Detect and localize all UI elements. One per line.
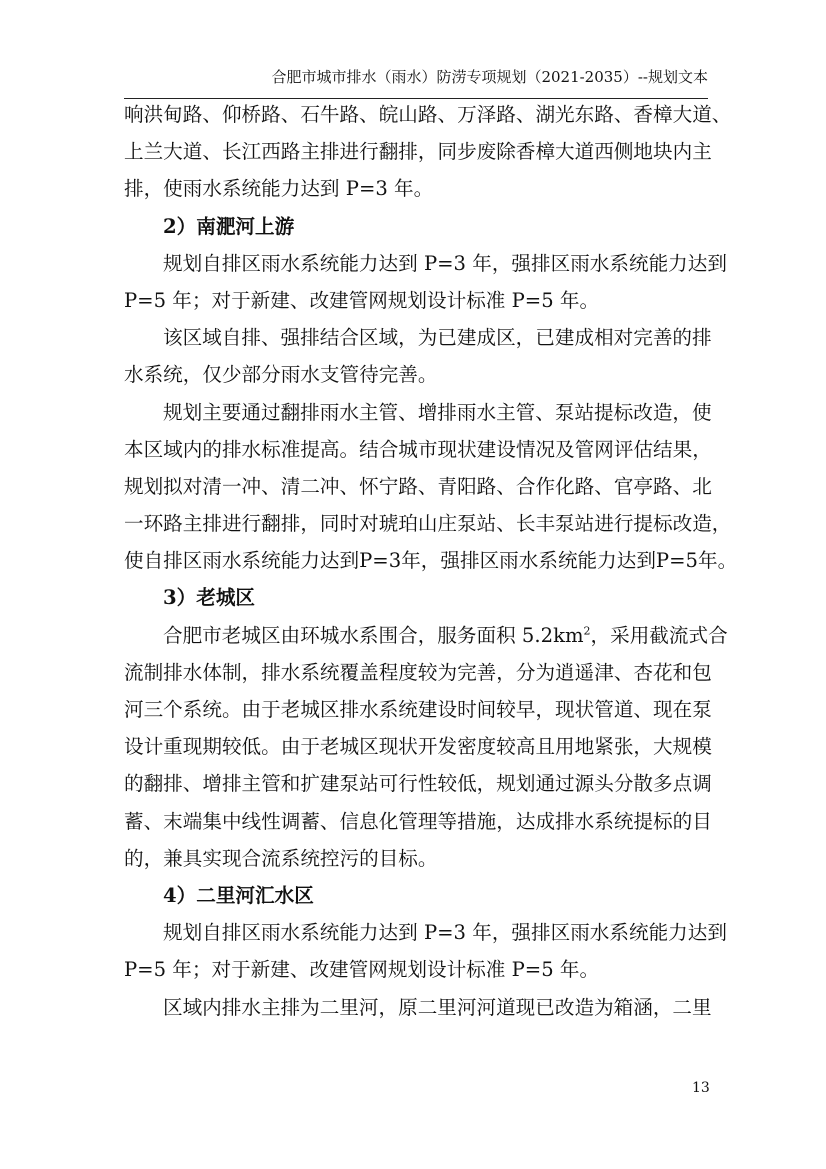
text-line: 水系统，仅少部分雨水支管待完善。 bbox=[124, 363, 438, 387]
text-line: 排，使雨水系统能力达到 P=3 年。 bbox=[124, 177, 434, 201]
document-body bbox=[124, 96, 738, 1026]
page-header bbox=[124, 62, 708, 99]
text-line: 的，兼具实现合流系统控污的目标。 bbox=[124, 846, 438, 870]
text-line: 一环路主排进行翻排，同时对琥珀山庄泵站、长丰泵站进行提标改造， bbox=[124, 512, 732, 536]
text-fragment: 合肥市老城区由环城水系围合，服务面积 5.2km bbox=[163, 623, 584, 647]
text-line: 河三个系统。由于老城区排水系统建设时间较早，现状管道、现在泵 bbox=[124, 698, 712, 721]
text-line: 设计重现期较低。由于老城区现状开发密度较高且用地紧张，大规模 bbox=[124, 735, 712, 759]
text-line: 规划自排区雨水系统能力达到 P=3 年，强排区雨水系统能力达到 bbox=[163, 251, 727, 275]
text-line: 响洪甸路、仰桥路、石牛路、皖山路、万泽路、湖光东路、香樟大道、 bbox=[124, 103, 732, 126]
text-line: 蓄、末端集中线性调蓄、信息化管理等措施，达成排水系统提标的目 bbox=[124, 809, 712, 833]
text-line: P=5 年；对于新建、改建管网规划设计标准 P=5 年。 bbox=[124, 288, 600, 312]
text-line bbox=[124, 617, 728, 654]
text-line: 本区域内的排水标准提高。结合城市现状建设情况及管网评估结果， bbox=[124, 437, 712, 461]
text-line: 的翻排、增排主管和扩建泵站可行性较低，规划通过源头分散多点调 bbox=[124, 772, 712, 796]
text-line: 使自排区雨水系统能力达到P=3年，强排区雨水系统能力达到P=5年。 bbox=[124, 549, 738, 573]
text-line: 上兰大道、长江西路主排进行翻排，同步废除香樟大道西侧地块内主 bbox=[124, 140, 712, 164]
text-line: 该区域自排、强排结合区域，为已建成区，已建成相对完善的排 bbox=[163, 326, 712, 350]
text-fragment: ，采用截流式合 bbox=[590, 623, 728, 647]
text-line: 流制排水体制，排水系统覆盖程度较为完善，分为逍遥津、杏花和包 bbox=[124, 660, 712, 684]
text-line: P=5 年；对于新建、改建管网规划设计标准 P=5 年。 bbox=[124, 958, 600, 982]
page-number: 13 bbox=[692, 1080, 710, 1096]
text-line: 规划拟对清一冲、清二冲、怀宁路、青阳路、合作化路、官亭路、北 bbox=[124, 474, 712, 498]
text-line: 规划主要通过翻排雨水主管、增排雨水主管、泵站提标改造，使 bbox=[163, 400, 712, 424]
header-title: 合肥市城市排水（雨水）防涝专项规划（2021-2035）--规划文本 bbox=[271, 68, 708, 86]
text-line: 规划自排区雨水系统能力达到 P=3 年，强排区雨水系统能力达到 bbox=[163, 921, 727, 945]
section-heading: 4）二里河汇水区 bbox=[163, 883, 314, 907]
section-heading: 2）南淝河上游 bbox=[163, 214, 295, 238]
section-heading: 3）老城区 bbox=[163, 586, 256, 610]
text-line: 区域内排水主排为二里河，原二里河河道现已改造为箱涵，二里 bbox=[163, 995, 712, 1019]
superscript: 2 bbox=[583, 624, 591, 638]
